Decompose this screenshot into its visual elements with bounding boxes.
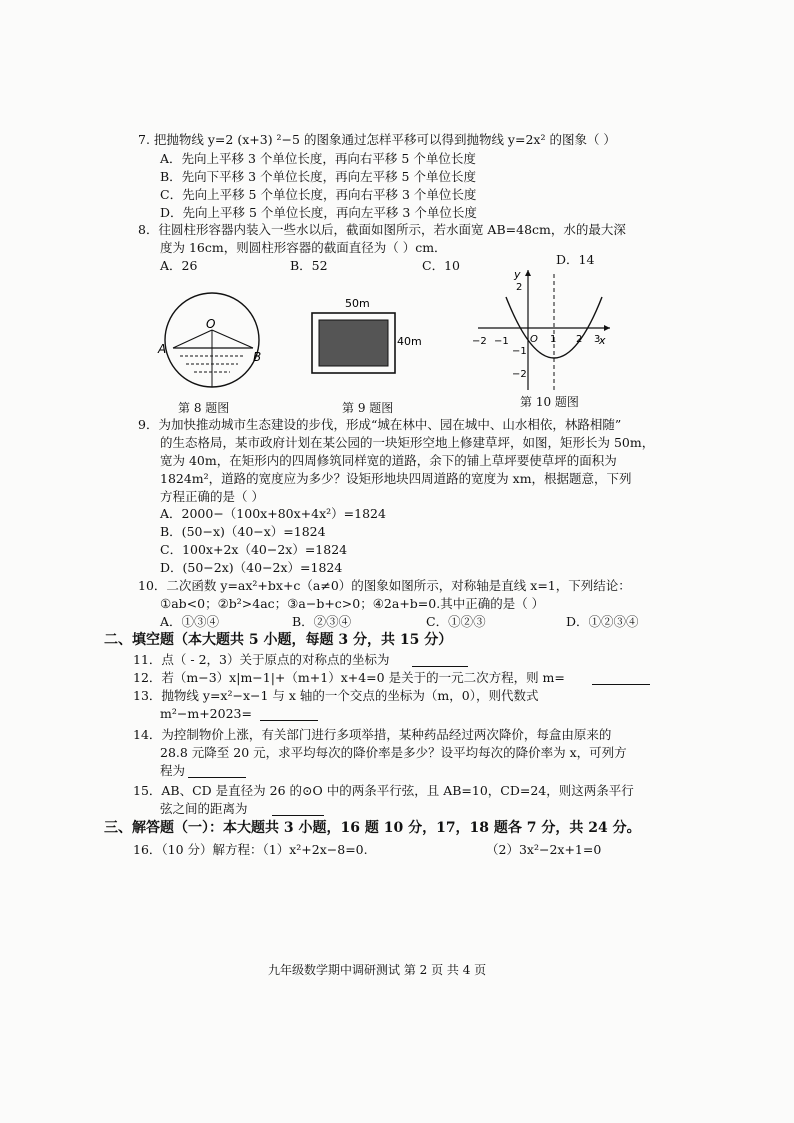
fig10-tick-x-neg1: −1 <box>494 336 509 347</box>
fig9-width-label: 50m <box>345 297 370 310</box>
fig9-diagram <box>305 295 435 380</box>
q14-text-cont: 28.8 元降至 20 元，求平均每次的降价率是多少？设平均每次的降价率为 x，可列方 <box>160 745 627 760</box>
q9-option-c: C．100x+2x（40−2x）=1824 <box>160 542 348 557</box>
fig10-tick-x-1: 1 <box>550 334 557 345</box>
q9-line4: 1824m²，道路的宽度应为多少？设矩形地块四周道路的宽度为 xm，根据题意，下列 <box>160 471 632 486</box>
q7-option-a: A．先向上平移 3 个单位长度，再向右平移 5 个单位长度 <box>160 151 476 166</box>
page-footer: 九年级数学期中调研测试 第 2 页 共 4 页 <box>268 963 487 977</box>
q10-option-c: C．①②③ <box>426 614 486 629</box>
fig10-tick-x-3: 3 <box>594 334 601 345</box>
q7-option-c: C．先向上平移 5 个单位长度，再向右平移 3 个单位长度 <box>160 187 477 202</box>
fig10-tick-x-2: 2 <box>576 334 583 345</box>
q9-option-a: A．2000−（100x+80x+4x²）=1824 <box>160 506 386 521</box>
q9-option-b: B．(50−x)（40−x）=1824 <box>160 524 326 539</box>
fig10-axis-y: y <box>514 268 521 281</box>
q9-line3: 宽为 40m，在矩形内的四周修筑同样宽的道路，余下的铺上草坪要使草坪的面积为 <box>160 453 617 468</box>
q16-part2: （2）3x²−2x+1=0 <box>486 842 602 857</box>
q11-text: 11．点（ - 2，3）关于原点的对称点的坐标为 <box>133 652 390 667</box>
q9-line5: 方程正确的是（ ） <box>160 489 264 504</box>
fig8-label-b: B <box>253 350 262 364</box>
q12-text: 12．若（m−3）x|m−1|+（m+1）x+4=0 是关于的一元二次方程，则 m= <box>133 670 565 685</box>
q7-stem: 7. 把抛物线 y=2 (x+3) ²−5 的图象通过怎样平移可以得到抛物线 y=2x² 的图象（ ） <box>138 132 616 147</box>
fig8-label-a: A <box>158 342 167 356</box>
fig10-diagram <box>468 262 618 397</box>
q8-option-a: A．26 <box>160 258 198 273</box>
fig10-tick-y-neg1: −1 <box>512 346 527 357</box>
fig10-tick-x-neg2: −2 <box>472 336 487 347</box>
q10-line2: ①ab<0；②b²>4ac；③a−b+c>0；④2a+b=0.其中正确的是（ ） <box>160 596 545 611</box>
fig10-tick-y-2: 2 <box>516 282 523 293</box>
q11-answer-blank[interactable] <box>412 666 468 667</box>
q15-text: 15．AB、CD 是直径为 26 的⊙O 中的两条平行弦，且 AB=10，CD=24，则这两条平行 <box>133 783 634 798</box>
q9-option-d: D．(50−2x)（40−2x）=1824 <box>160 560 343 575</box>
q10-option-d: D．①②③④ <box>566 614 639 629</box>
fig10-tick-y-neg2: −2 <box>512 369 527 380</box>
q13-text-cont: m²−m+2023= <box>160 706 252 721</box>
q9-line2: 的生态格局，某市政府计划在某公园的一块矩形空地上修建草坪，如图，矩形长为 50m， <box>160 435 655 450</box>
q12-answer-blank[interactable] <box>592 684 650 685</box>
q14-text: 14．为控制物价上涨，有关部门进行多项举措，某种药品经过两次降价，每盒由原来的 <box>133 727 612 742</box>
fig10-caption: 第 10 题图 <box>520 395 579 409</box>
q10-option-a: A．①③④ <box>160 614 220 629</box>
fig9-caption: 第 9 题图 <box>342 401 394 415</box>
q14-text-end: 程为 <box>160 763 186 778</box>
q14-answer-blank[interactable] <box>188 777 246 778</box>
q8-option-b: B．52 <box>290 258 328 273</box>
q16-part1: 16．（10 分）解方程：（1）x²+2x−8=0. <box>133 842 368 857</box>
fig8-diagram <box>150 290 270 400</box>
fig9-height-label: 40m <box>397 335 422 348</box>
q7-option-b: B．先向下平移 3 个单位长度，再向左平移 5 个单位长度 <box>160 169 476 184</box>
fig10-axis-x: x <box>599 334 606 347</box>
q10-line1: 10．二次函数 y=ax²+bx+c（a≠0）的图象如图所示，对称轴是直线 x=1，下列结论： <box>138 578 631 593</box>
q15-text-cont: 弦之间的距离为 <box>160 801 248 816</box>
q9-line1: 9．为加快推动城市生态建设的步伐，形成“城在林中、园在城中、山水相依，林路相随” <box>138 417 622 432</box>
q8-option-c: C．10 <box>422 258 460 273</box>
section2-title: 二、填空题（本大题共 5 小题，每题 3 分，共 15 分） <box>104 632 453 648</box>
q10-option-b: B．②③④ <box>292 614 352 629</box>
section3-title: 三、解答题（一）：本大题共 3 小题，16 题 10 分，17，18 题各 7 分，共 24 分。 <box>104 820 641 836</box>
fig8-label-o: O <box>206 317 216 331</box>
fig8-caption: 第 8 题图 <box>178 401 230 415</box>
q13-answer-blank[interactable] <box>260 720 318 721</box>
q8-option-d: D．14 <box>556 252 595 267</box>
q8-line1: 8．往圆柱形容器内装入一些水以后，截面如图所示，若水面宽 AB=48cm，水的最大深 <box>138 222 626 237</box>
q13-text: 13．抛物线 y=x²−x−1 与 x 轴的一个交点的坐标为（m，0），则代数式 <box>133 688 539 703</box>
q8-line2: 度为 16cm，则圆柱形容器的截面直径为（ ）cm． <box>160 240 447 255</box>
q15-answer-blank[interactable] <box>272 815 324 816</box>
fig10-origin: O <box>530 334 538 345</box>
q7-option-d: D．先向上平移 5 个单位长度，再向左平移 3 个单位长度 <box>160 205 477 220</box>
